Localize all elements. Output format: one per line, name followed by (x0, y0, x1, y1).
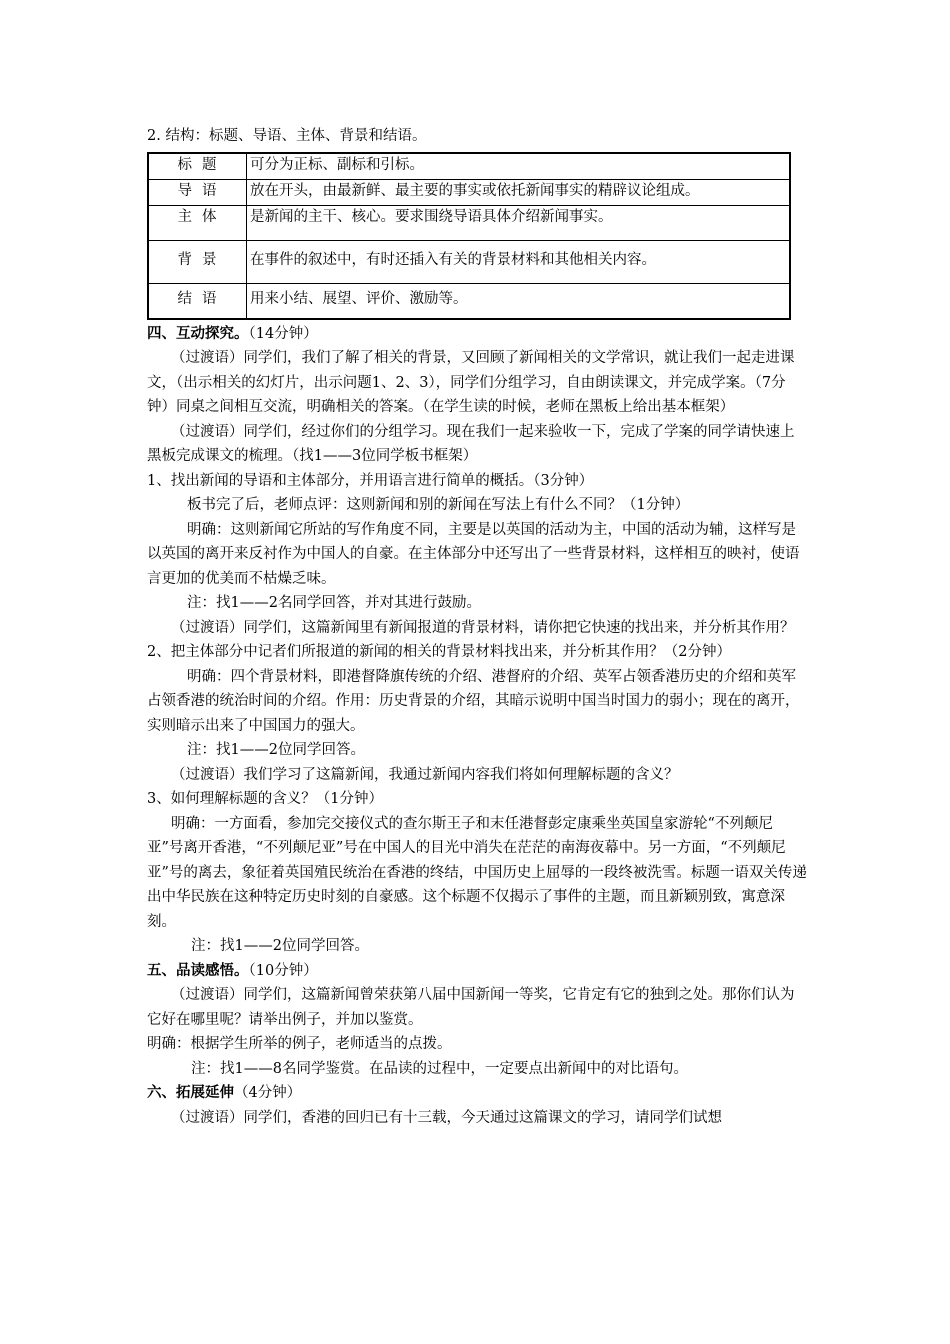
paragraph: （过渡语）同学们，这篇新闻曾荣获第八届中国新闻一等奖，它肯定有它的独到之处。那你们认为它好在哪里呢？请举出例子，并加以鉴赏。 (147, 987, 795, 1028)
section5-time: （10分钟） (248, 962, 318, 979)
table-row (148, 240, 790, 283)
row-desc: 可分为正标、副标和引标。 (247, 153, 791, 180)
row-desc: 用来小结、展望、评价、激励等。 (247, 283, 791, 319)
section4-title: 四、互动探究。 (147, 324, 249, 342)
row-key: 背景 (148, 240, 247, 283)
section5-title: 五、品读感悟。 (147, 961, 249, 979)
paragraph: （过渡语）同学们，经过你们的分组学习。现在我们一起来验收一下，完成了学案的同学请快速上黑板完成课文的梳理。（找1——3位同学板书框架） (147, 423, 795, 464)
answer-3: 明确：一方面看，参加完交接仪式的查尔斯王子和末任港督彭定康乘坐英国皇家游轮“不列颠尼亚”号离开香港，“不列颠尼亚”号在中国人的目光中消失在茫茫的南海夜幕中。另一方面，“不列颠尼亚”号的离去，象征着英国殖民统治在香港的终结，中国历史上屈辱的一段终被洗雪。标题一语双关传递出中华民族在这种特定历史时刻的自豪感。这个标题不仅揭示了事件的主题，而且新颖别致，寓意深刻。 (147, 815, 807, 930)
row-key: 标题 (148, 153, 247, 180)
structure-intro: 2. 结构：标题、导语、主体、背景和结语。 (147, 128, 427, 144)
table-row (148, 153, 790, 180)
row-desc: 放在开头，由最新鲜、最主要的事实或依托新闻事实的精辟议论组成。 (247, 179, 791, 205)
row-desc: 在事件的叙述中，有时还插入有关的背景材料和其他相关内容。 (247, 240, 791, 283)
question-2: 2、把主体部分中记者们所报道的新闻的相关的背景材料找出来，并分析其作用？（2分钟） (147, 644, 731, 660)
paragraph: （过渡语）同学们，我们了解了相关的背景，又回顾了新闻相关的文学常识，就让我们一起走进课文，（出示相关的幻灯片，出示问题1、2、3），同学们分组学习，自由朗读课文，并完成学案。（7分钟）同桌之间相互交流，明确相关的答案。（在学生读的时候，老师在黑板上给出基本框架） (147, 350, 795, 415)
paragraph: （过渡语）我们学习了这篇新闻，我通过新闻内容我们将如何理解标题的含义？ (171, 766, 679, 783)
answer-1: 明确：这则新闻它所站的写作角度不同，主要是以英国的活动为主，中国的活动为辅，这样写是以英国的离开来反衬作为中国人的自豪。在主体部分中还写出了一些背景材料，这样相互的映衬，使语言更加的优美而不枯燥乏味。 (147, 521, 800, 587)
question-3: 3、如何理解标题的含义？（1分钟） (147, 791, 383, 807)
paragraph: （过渡语）同学们，这篇新闻里有新闻报道的背景材料，请你把它快速的找出来，并分析其作用？ (171, 619, 795, 636)
row-desc: 是新闻的主干、核心。要求围绕导语具体介绍新闻事实。 (247, 205, 791, 240)
note: 注：找1——2名同学回答，并对其进行鼓励。 (187, 595, 481, 611)
table-row (148, 205, 790, 240)
section6-heading (147, 1081, 807, 1106)
note: 注：找1——2位同学回答。 (187, 742, 365, 758)
note: 注：找1——8名同学鉴赏。在品读的过程中，一定要点出新闻中的对比语句。 (191, 1060, 688, 1077)
row-key: 主体 (148, 205, 247, 240)
question-1: 1、找出新闻的导语和主体部分，并用语言进行简单的概括。（3分钟） (147, 472, 594, 489)
structure-table (147, 152, 791, 320)
section6-time: （4分钟） (234, 1085, 302, 1101)
table-row (148, 179, 790, 205)
document-page (147, 124, 807, 1130)
section4-time: （14分钟） (248, 325, 318, 342)
note: 注：找1——2位同学回答。 (191, 938, 369, 954)
section6-title: 六、拓展延伸 (147, 1084, 234, 1101)
row-key: 导语 (148, 179, 247, 205)
table-row (148, 283, 790, 319)
paragraph: 板书完了后，老师点评：这则新闻和别的新闻在写法上有什么不同？（1分钟） (187, 497, 690, 513)
paragraph: （过渡语）同学们，香港的回归已有十三载，今天通过这篇课文的学习，请同学们试想 (171, 1109, 722, 1126)
row-key: 结语 (148, 283, 247, 319)
section4-heading (147, 322, 807, 347)
answer-2: 明确：四个背景材料，即港督降旗传统的介绍、港督府的介绍、英军占领香港历史的介绍和英军占领香港的统治时间的介绍。作用：历史背景的介绍，其暗示说明中国当时国力的弱小；现在的离开，实则暗示出来了中国国力的强大。 (147, 668, 800, 734)
answer: 明确：根据学生所举的例子，老师适当的点拨。 (147, 1036, 452, 1052)
section5-heading (147, 959, 807, 984)
